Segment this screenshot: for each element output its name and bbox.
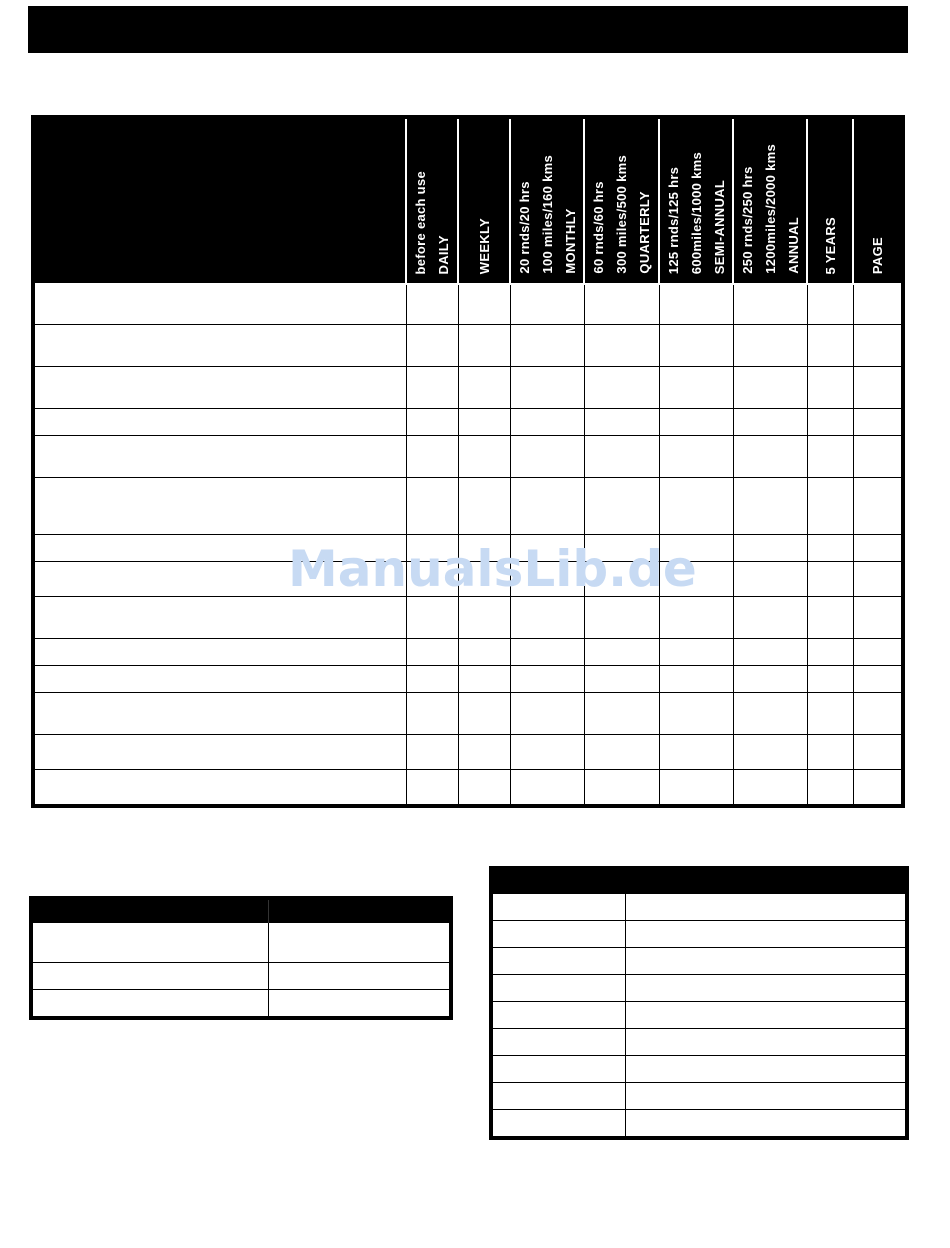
table-cell — [625, 1002, 907, 1029]
table-row — [491, 1029, 907, 1056]
column-header-line: SEMI-ANNUAL — [712, 179, 727, 274]
column-header-5-years — [807, 117, 853, 284]
table-cell — [458, 562, 510, 597]
table-cell — [584, 436, 659, 478]
table-cell — [33, 535, 406, 562]
table-cell — [584, 409, 659, 436]
table-cell — [458, 639, 510, 666]
table-cell — [733, 325, 807, 367]
table-cell — [31, 923, 268, 963]
table-row — [33, 735, 903, 770]
table-row — [31, 923, 451, 963]
table-row — [33, 325, 903, 367]
table-cell — [268, 963, 451, 990]
column-header-annual — [733, 117, 807, 284]
table-row — [33, 367, 903, 409]
table-cell — [659, 284, 733, 325]
table-row — [491, 975, 907, 1002]
table-cell — [807, 666, 853, 693]
table-cell — [33, 478, 406, 535]
table-cell — [406, 409, 458, 436]
table-cell — [853, 367, 903, 409]
column-header-line: before each use — [413, 170, 428, 274]
table-cell — [853, 770, 903, 807]
right-table-header-row — [491, 868, 907, 894]
table-cell — [491, 921, 625, 948]
table-cell — [510, 436, 584, 478]
table-cell — [584, 597, 659, 639]
column-header-line: 300 miles/500 kms — [614, 155, 629, 274]
table-row — [491, 1056, 907, 1083]
table-cell — [853, 562, 903, 597]
table-cell — [659, 367, 733, 409]
left-table-header-cell — [31, 898, 268, 923]
table-cell — [491, 948, 625, 975]
table-cell — [33, 597, 406, 639]
table-cell — [510, 693, 584, 735]
table-cell — [807, 478, 853, 535]
table-cell — [33, 639, 406, 666]
table-cell — [406, 693, 458, 735]
table-cell — [406, 770, 458, 807]
table-row — [33, 409, 903, 436]
table-cell — [853, 325, 903, 367]
column-header-line: 250 rnds/250 hrs — [740, 166, 755, 274]
table-row — [33, 478, 903, 535]
table-cell — [625, 948, 907, 975]
column-header-line: WEEKLY — [476, 217, 492, 274]
header-bar — [28, 6, 908, 53]
right-table-header-cell — [491, 868, 625, 894]
column-header-weekly — [458, 117, 510, 284]
table-cell — [733, 436, 807, 478]
table-cell — [733, 478, 807, 535]
table-cell — [733, 284, 807, 325]
table-cell — [733, 693, 807, 735]
table-cell — [458, 770, 510, 807]
table-cell — [33, 770, 406, 807]
table-cell — [853, 735, 903, 770]
table-cell — [510, 535, 584, 562]
table-cell — [33, 666, 406, 693]
table-cell — [33, 409, 406, 436]
maintenance-schedule-table — [31, 115, 905, 808]
table-row — [31, 963, 451, 990]
table-cell — [807, 409, 853, 436]
table-cell — [33, 693, 406, 735]
table-cell — [659, 666, 733, 693]
column-header-page — [853, 117, 903, 284]
table-cell — [807, 436, 853, 478]
table-cell — [458, 367, 510, 409]
table-cell — [625, 894, 907, 921]
table-cell — [491, 1110, 625, 1139]
table-cell — [31, 963, 268, 990]
table-cell — [491, 975, 625, 1002]
table-cell — [406, 436, 458, 478]
table-row — [33, 562, 903, 597]
table-row — [33, 770, 903, 807]
table-cell — [458, 478, 510, 535]
table-cell — [458, 597, 510, 639]
table-cell — [491, 894, 625, 921]
table-cell — [510, 284, 584, 325]
table-cell — [584, 770, 659, 807]
table-cell — [584, 735, 659, 770]
table-cell — [625, 1110, 907, 1139]
table-cell — [491, 1056, 625, 1083]
column-header-line: MONTHLY — [563, 208, 578, 274]
table-row — [491, 948, 907, 975]
table-cell — [406, 535, 458, 562]
table-cell — [853, 666, 903, 693]
table-cell — [733, 367, 807, 409]
column-header-line: QUARTERLY — [637, 191, 652, 274]
table-cell — [584, 693, 659, 735]
table-cell — [659, 639, 733, 666]
table-cell — [659, 693, 733, 735]
table-cell — [491, 1002, 625, 1029]
table-cell — [733, 597, 807, 639]
table-cell — [853, 639, 903, 666]
table-cell — [853, 284, 903, 325]
table-row — [33, 693, 903, 735]
table-cell — [406, 367, 458, 409]
table-cell — [31, 990, 268, 1019]
table-row — [31, 990, 451, 1019]
table-row — [491, 921, 907, 948]
table-cell — [853, 478, 903, 535]
table-cell — [33, 284, 406, 325]
table-cell — [807, 562, 853, 597]
table-cell — [733, 770, 807, 807]
table-cell — [406, 735, 458, 770]
table-cell — [33, 436, 406, 478]
table-cell — [853, 436, 903, 478]
table-cell — [807, 735, 853, 770]
table-cell — [510, 639, 584, 666]
table-cell — [510, 597, 584, 639]
column-header-monthly — [510, 117, 584, 284]
table-cell — [659, 478, 733, 535]
table-cell — [807, 367, 853, 409]
table-row — [491, 1110, 907, 1139]
table-cell — [625, 1056, 907, 1083]
table-cell — [510, 770, 584, 807]
table-cell — [491, 1083, 625, 1110]
table-cell — [625, 1029, 907, 1056]
table-cell — [733, 535, 807, 562]
table-cell — [510, 325, 584, 367]
table-cell — [853, 597, 903, 639]
table-cell — [733, 409, 807, 436]
table-cell — [733, 562, 807, 597]
column-header-semi-annual — [659, 117, 733, 284]
column-header-line: 100 miles/160 kms — [540, 155, 555, 274]
table-cell — [807, 770, 853, 807]
column-header-line: 600miles/1000 kms — [689, 151, 704, 274]
table-cell — [458, 284, 510, 325]
table-cell — [807, 597, 853, 639]
table-cell — [659, 562, 733, 597]
column-header-line: 1200miles/2000 kms — [763, 144, 778, 274]
table-cell — [406, 666, 458, 693]
table-cell — [659, 409, 733, 436]
table-cell — [584, 367, 659, 409]
table-cell — [807, 639, 853, 666]
watermark-logo: ManualsLib.de — [288, 540, 697, 598]
table-cell — [458, 693, 510, 735]
table-cell — [853, 693, 903, 735]
table-cell — [33, 735, 406, 770]
table-row — [33, 639, 903, 666]
table-cell — [406, 639, 458, 666]
table-cell — [733, 666, 807, 693]
table-cell — [458, 535, 510, 562]
table-cell — [584, 666, 659, 693]
left-table-header-row — [31, 898, 451, 923]
table-cell — [510, 478, 584, 535]
table-cell — [33, 325, 406, 367]
right-table-header-cell — [625, 868, 907, 894]
table-cell — [659, 597, 733, 639]
table-row — [33, 436, 903, 478]
table-cell — [625, 975, 907, 1002]
table-cell — [406, 325, 458, 367]
table-cell — [659, 436, 733, 478]
column-header-line: 60 rnds/60 hrs — [591, 181, 606, 274]
table-cell — [659, 325, 733, 367]
table-cell — [584, 325, 659, 367]
column-header-line: 5 YEARS — [822, 216, 838, 274]
table-cell — [625, 1083, 907, 1110]
table-row — [33, 284, 903, 325]
left-reference-table — [29, 896, 453, 1020]
table-cell — [458, 409, 510, 436]
table-cell — [807, 284, 853, 325]
table-cell — [510, 735, 584, 770]
table-cell — [268, 923, 451, 963]
table-cell — [625, 921, 907, 948]
table-cell — [659, 770, 733, 807]
table-cell — [268, 990, 451, 1019]
table-cell — [584, 562, 659, 597]
table-cell — [406, 562, 458, 597]
table-cell — [853, 409, 903, 436]
schedule-header-row — [33, 117, 903, 284]
table-cell — [584, 284, 659, 325]
table-cell — [33, 562, 406, 597]
table-row — [33, 535, 903, 562]
table-row — [491, 894, 907, 921]
table-cell — [510, 562, 584, 597]
task-column-header — [33, 117, 406, 284]
table-row — [33, 666, 903, 693]
column-header-line: DAILY — [436, 234, 451, 274]
table-cell — [807, 325, 853, 367]
table-cell — [33, 367, 406, 409]
right-reference-table — [489, 866, 909, 1140]
table-cell — [406, 597, 458, 639]
table-cell — [853, 535, 903, 562]
table-cell — [406, 478, 458, 535]
table-cell — [807, 693, 853, 735]
table-cell — [458, 666, 510, 693]
table-cell — [510, 367, 584, 409]
table-cell — [491, 1029, 625, 1056]
table-cell — [584, 478, 659, 535]
table-cell — [659, 735, 733, 770]
column-header-line: 20 rnds/20 hrs — [517, 181, 532, 274]
table-cell — [510, 409, 584, 436]
left-table-header-cell — [268, 898, 451, 923]
column-header-line: 125 rnds/125 hrs — [666, 166, 681, 274]
column-header-line: PAGE — [870, 236, 885, 274]
table-row — [491, 1002, 907, 1029]
table-cell — [584, 639, 659, 666]
table-cell — [733, 735, 807, 770]
table-cell — [584, 535, 659, 562]
table-cell — [510, 666, 584, 693]
table-row — [33, 597, 903, 639]
table-cell — [406, 284, 458, 325]
table-cell — [733, 639, 807, 666]
table-cell — [458, 436, 510, 478]
table-cell — [659, 535, 733, 562]
table-cell — [458, 735, 510, 770]
table-cell — [807, 535, 853, 562]
table-cell — [458, 325, 510, 367]
table-row — [491, 1083, 907, 1110]
column-header-quarterly — [584, 117, 659, 284]
column-header-daily — [406, 117, 458, 284]
column-header-line: ANNUAL — [786, 217, 801, 274]
